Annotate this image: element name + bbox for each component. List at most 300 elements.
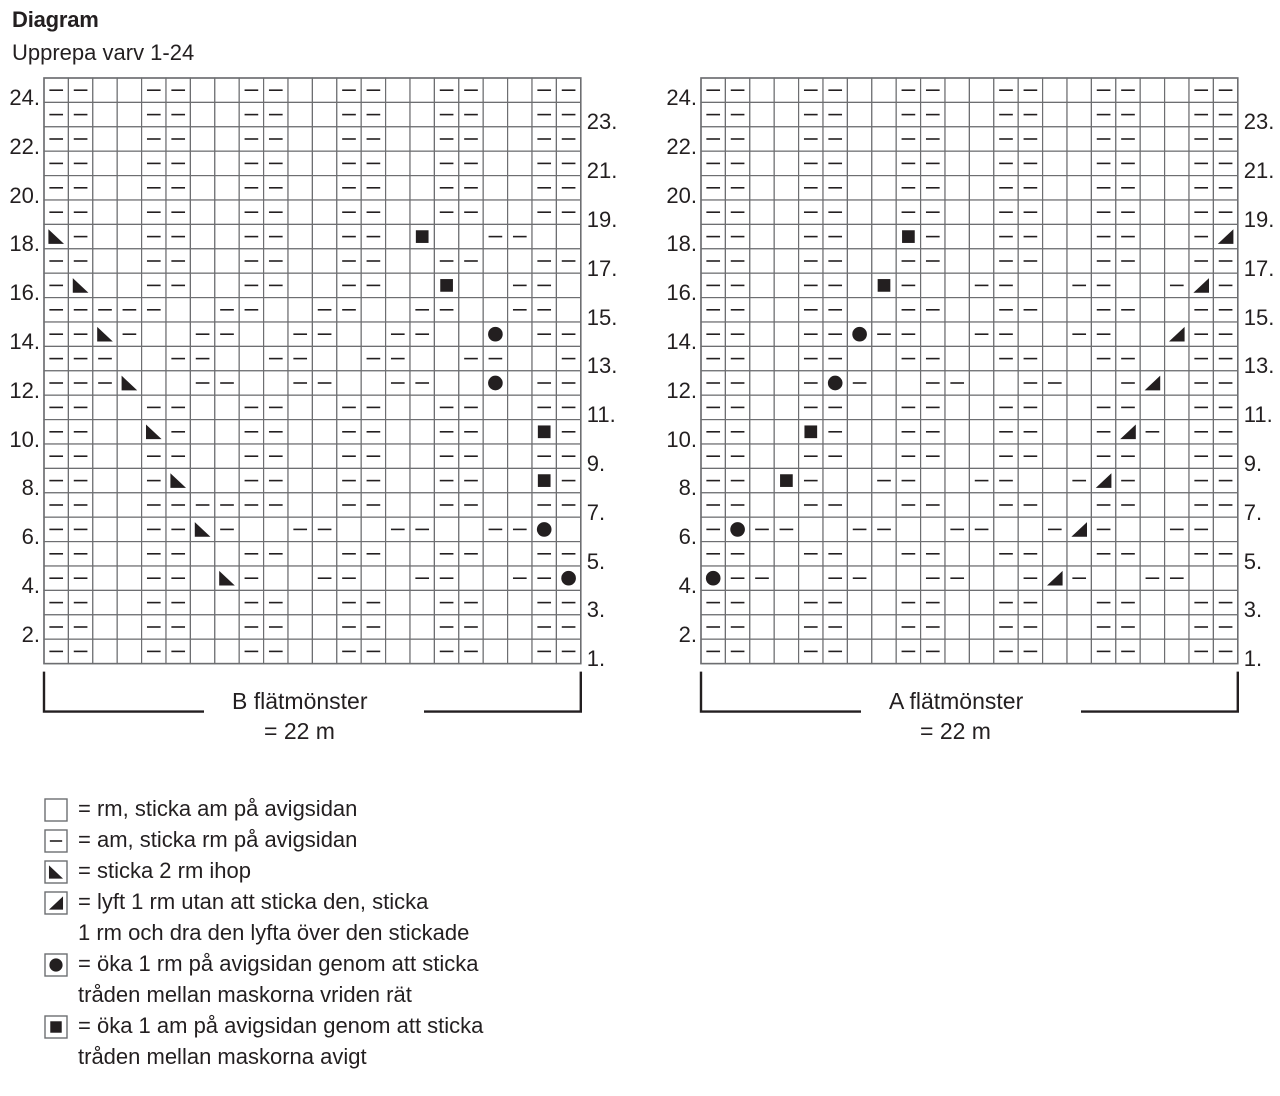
purl-cell	[1213, 273, 1237, 297]
knit-cell	[921, 517, 945, 541]
purl-cell	[994, 249, 1018, 273]
knit-cell	[969, 127, 993, 151]
knit-cell	[1140, 542, 1164, 566]
purl-cell	[1043, 371, 1067, 395]
purl-cell	[1189, 615, 1213, 639]
purl-cell	[799, 468, 823, 492]
knit-cell	[945, 590, 969, 614]
knit-cell	[774, 395, 798, 419]
page-subtitle: Upprepa varv 1-24	[12, 40, 195, 65]
purl-cell	[896, 322, 920, 346]
purl-cell	[725, 249, 749, 273]
knit-cell	[847, 395, 871, 419]
knit-cell	[1165, 590, 1189, 614]
knit-cell	[1140, 78, 1164, 102]
knit-cell	[1140, 322, 1164, 346]
purl-cell	[701, 371, 725, 395]
purl-cell	[823, 224, 847, 248]
purl-cell	[1091, 346, 1115, 370]
knit-cell	[774, 566, 798, 590]
knit-cell	[1067, 493, 1091, 517]
purl-cell	[1189, 493, 1213, 517]
purl-cell	[799, 346, 823, 370]
purl-cell	[725, 468, 749, 492]
purl-cell	[994, 444, 1018, 468]
knit-cell	[872, 151, 896, 175]
purl-cell	[725, 273, 749, 297]
purl-cell	[896, 468, 920, 492]
knit-cell	[1067, 127, 1091, 151]
purl-cell	[1140, 420, 1164, 444]
row-number-right: 5.	[1243, 548, 1263, 574]
purl-cell	[1189, 590, 1213, 614]
purl-cell	[1213, 420, 1237, 444]
knit-cell	[872, 78, 896, 102]
purl-cell	[799, 200, 823, 224]
row-number-left: 10.	[9, 426, 40, 452]
knit-cell	[872, 249, 896, 273]
legend-text: tråden mellan maskorna avigt	[78, 1044, 367, 1069]
knit-cell	[969, 200, 993, 224]
purl-cell	[799, 176, 823, 200]
knit-cell	[1067, 444, 1091, 468]
purl-cell	[896, 273, 920, 297]
knit-cell	[1213, 566, 1237, 590]
knit-cell	[750, 200, 774, 224]
purl-cell	[1213, 639, 1237, 663]
purl-cell	[921, 615, 945, 639]
purl-cell	[1018, 102, 1042, 126]
knit-cell	[1018, 468, 1042, 492]
purl-cell	[1116, 493, 1140, 517]
knit-cell	[969, 298, 993, 322]
purl-cell	[1091, 444, 1115, 468]
knit-cell	[921, 468, 945, 492]
purl-cell	[1213, 444, 1237, 468]
purl-cell	[896, 151, 920, 175]
purl-cell	[1018, 444, 1042, 468]
knit-cell	[872, 542, 896, 566]
row-number-right: 21.	[586, 158, 618, 184]
knit-cell	[774, 322, 798, 346]
purl-cell	[896, 444, 920, 468]
knit-cell	[750, 176, 774, 200]
chart-a-name: A flätmönster	[883, 688, 1029, 715]
knit-cell	[969, 566, 993, 590]
purl-cell	[1018, 493, 1042, 517]
knit-cell	[750, 249, 774, 273]
knit-cell	[750, 224, 774, 248]
purl-cell	[725, 176, 749, 200]
knit-cell	[872, 590, 896, 614]
knit-cell	[1067, 151, 1091, 175]
purl-cell	[896, 420, 920, 444]
purl-cell	[725, 493, 749, 517]
purl-cell	[1067, 566, 1091, 590]
knit-cell	[945, 273, 969, 297]
purl-cell	[1067, 322, 1091, 346]
purl-cell	[750, 566, 774, 590]
purl-cell	[921, 176, 945, 200]
purl-cell	[799, 273, 823, 297]
purl-cell	[701, 151, 725, 175]
knit-cell	[994, 371, 1018, 395]
row-number-left: 18.	[666, 231, 697, 257]
knit-cell	[945, 200, 969, 224]
purl-cell	[994, 127, 1018, 151]
purl-cell	[921, 102, 945, 126]
knit-cell	[872, 615, 896, 639]
knit-cell	[1165, 151, 1189, 175]
purl-cell	[823, 493, 847, 517]
purl-cell	[823, 200, 847, 224]
purl-cell	[1140, 566, 1164, 590]
purl-cell	[994, 298, 1018, 322]
purl-cell	[1116, 444, 1140, 468]
knit-cell	[945, 298, 969, 322]
knit-cell	[969, 102, 993, 126]
legend-text: = rm, sticka am på avigsidan	[78, 796, 358, 821]
row-number-left: 16.	[666, 280, 697, 306]
knit-cell	[872, 566, 896, 590]
purl-cell	[1189, 200, 1213, 224]
inc-purl-cell	[799, 420, 823, 444]
knit-cell	[847, 468, 871, 492]
row-number-right: 21.	[1243, 158, 1275, 184]
knit-cell	[1043, 322, 1067, 346]
knit-cell	[1140, 346, 1164, 370]
knit-cell	[1165, 346, 1189, 370]
row-number-right: 1.	[1243, 646, 1263, 672]
purl-cell	[1091, 639, 1115, 663]
purl-cell	[701, 468, 725, 492]
knit-cell	[774, 298, 798, 322]
chart-a-count: = 22 m	[920, 718, 991, 744]
legend-text: = öka 1 am på avigsidan genom att sticka	[78, 1013, 484, 1038]
knit-cell	[896, 566, 920, 590]
purl-cell	[1213, 102, 1237, 126]
purl-cell	[896, 395, 920, 419]
knit-cell	[1165, 249, 1189, 273]
row-number-right: 17.	[586, 255, 618, 281]
inc-knit-cell	[847, 322, 871, 346]
knit-cell	[1091, 566, 1115, 590]
row-number-left: 6.	[678, 524, 697, 550]
purl-cell	[701, 395, 725, 419]
knit-cell	[1165, 102, 1189, 126]
purl-cell	[701, 420, 725, 444]
knit-cell	[1043, 249, 1067, 273]
knit-cell	[969, 420, 993, 444]
knit-cell	[1067, 249, 1091, 273]
purl-cell	[750, 517, 774, 541]
purl-cell	[725, 639, 749, 663]
purl-cell	[1091, 176, 1115, 200]
purl-cell	[969, 517, 993, 541]
purl-cell	[1116, 249, 1140, 273]
row-number-right: 3.	[586, 597, 606, 623]
purl-cell	[896, 493, 920, 517]
purl-cell	[994, 639, 1018, 663]
knit-cell	[994, 566, 1018, 590]
purl-cell	[799, 322, 823, 346]
knit-cell	[1116, 273, 1140, 297]
purl-cell	[701, 590, 725, 614]
knit-cell	[945, 542, 969, 566]
purl-cell	[1091, 395, 1115, 419]
knit-cell	[847, 78, 871, 102]
purl-cell	[896, 127, 920, 151]
knit-cell	[1165, 78, 1189, 102]
purl-cell	[725, 127, 749, 151]
skpo-cell	[1165, 322, 1189, 346]
row-number-right: 5.	[586, 548, 606, 574]
purl-cell	[1116, 590, 1140, 614]
row-number-right: 3.	[1243, 597, 1263, 623]
purl-cell	[994, 468, 1018, 492]
purl-cell	[823, 102, 847, 126]
knit-cell	[969, 615, 993, 639]
knit-cell	[1165, 444, 1189, 468]
purl-cell	[994, 273, 1018, 297]
purl-cell	[1018, 127, 1042, 151]
purl-cell	[823, 420, 847, 444]
knit-cell	[945, 224, 969, 248]
knit-cell	[1140, 444, 1164, 468]
knit-cell	[872, 224, 896, 248]
purl-cell	[799, 102, 823, 126]
purl-cell	[823, 151, 847, 175]
purl-cell	[701, 444, 725, 468]
row-number-left: 6.	[21, 524, 40, 550]
purl-symbol-icon	[44, 829, 68, 853]
page-title: Diagram	[12, 7, 99, 32]
knit-cell	[1043, 78, 1067, 102]
purl-cell	[725, 371, 749, 395]
purl-cell	[1018, 298, 1042, 322]
purl-cell	[896, 639, 920, 663]
row-number-left: 18.	[9, 231, 40, 257]
purl-cell	[872, 322, 896, 346]
knit-cell	[1165, 200, 1189, 224]
purl-cell	[1189, 639, 1213, 663]
knit-cell	[872, 102, 896, 126]
row-number-right: 9.	[586, 451, 606, 476]
knit-cell	[1067, 298, 1091, 322]
knit-cell	[774, 249, 798, 273]
purl-cell	[823, 590, 847, 614]
purl-cell	[896, 542, 920, 566]
row-number-left: 16.	[9, 280, 40, 306]
purl-cell	[896, 102, 920, 126]
knit-cell	[969, 590, 993, 614]
purl-cell	[1213, 346, 1237, 370]
purl-cell	[1091, 298, 1115, 322]
knit-cell	[750, 468, 774, 492]
knit-cell	[872, 346, 896, 370]
purl-cell	[1189, 468, 1213, 492]
knit-cell	[921, 322, 945, 346]
row-number-left: 24.	[9, 85, 40, 110]
knit-cell	[799, 566, 823, 590]
knit-cell	[1043, 639, 1067, 663]
legend-text: = öka 1 rm på avigsidan genom att sticka	[78, 951, 479, 976]
purl-cell	[1116, 102, 1140, 126]
row-number-left: 22.	[9, 133, 40, 159]
row-number-right: 9.	[1243, 451, 1263, 476]
row-number-right: 23.	[586, 109, 618, 135]
knit-cell	[1140, 493, 1164, 517]
purl-cell	[1018, 200, 1042, 224]
knit-cell	[1043, 590, 1067, 614]
purl-cell	[921, 590, 945, 614]
purl-cell	[799, 298, 823, 322]
purl-cell	[994, 590, 1018, 614]
purl-cell	[701, 322, 725, 346]
legend-text: tråden mellan maskorna vriden rät	[78, 982, 412, 1007]
purl-cell	[1189, 322, 1213, 346]
purl-cell	[1091, 151, 1115, 175]
purl-cell	[994, 78, 1018, 102]
purl-cell	[701, 249, 725, 273]
knit-cell	[1067, 420, 1091, 444]
purl-cell	[945, 371, 969, 395]
purl-cell	[921, 542, 945, 566]
purl-cell	[823, 127, 847, 151]
purl-cell	[701, 127, 725, 151]
purl-cell	[701, 517, 725, 541]
knit-cell	[945, 493, 969, 517]
purl-cell	[1165, 517, 1189, 541]
purl-cell	[1116, 200, 1140, 224]
knit-cell	[1043, 102, 1067, 126]
knit-cell	[774, 615, 798, 639]
knit-cell	[847, 444, 871, 468]
knit-cell	[1140, 176, 1164, 200]
row-number-left: 12.	[666, 377, 697, 403]
row-number-left: 14.	[9, 329, 40, 354]
purl-cell	[823, 249, 847, 273]
purl-cell	[823, 346, 847, 370]
knit-cell	[1140, 151, 1164, 175]
row-number-left: 24.	[666, 85, 697, 110]
purl-cell	[1091, 224, 1115, 248]
knit-cell	[945, 102, 969, 126]
knit-cell	[872, 200, 896, 224]
knit-cell	[1140, 298, 1164, 322]
purl-cell	[1091, 127, 1115, 151]
purl-cell	[921, 346, 945, 370]
knit-cell	[823, 468, 847, 492]
row-number-left: 2.	[678, 621, 697, 647]
inc-knit-symbol-icon	[44, 953, 68, 977]
knit-cell	[750, 615, 774, 639]
legend-text: 1 rm och dra den lyfta över den stickade	[78, 920, 470, 945]
purl-cell	[1018, 590, 1042, 614]
skpo-symbol-icon	[44, 891, 68, 915]
purl-cell	[725, 346, 749, 370]
purl-cell	[799, 224, 823, 248]
knit-cell	[1165, 224, 1189, 248]
knit-cell	[1165, 395, 1189, 419]
purl-cell	[774, 517, 798, 541]
purl-cell	[725, 298, 749, 322]
knit-cell	[969, 542, 993, 566]
row-number-left: 12.	[9, 377, 40, 403]
knit-cell	[1116, 566, 1140, 590]
knit-cell	[774, 102, 798, 126]
purl-cell	[823, 322, 847, 346]
knit-cell	[1043, 298, 1067, 322]
purl-cell	[994, 102, 1018, 126]
purl-cell	[1213, 468, 1237, 492]
knit-cell	[847, 590, 871, 614]
knit-cell	[969, 176, 993, 200]
knit-cell	[969, 151, 993, 175]
skpo-cell	[1116, 420, 1140, 444]
knit-cell	[1067, 200, 1091, 224]
purl-cell	[701, 639, 725, 663]
knit-cell	[1067, 639, 1091, 663]
purl-cell	[921, 371, 945, 395]
purl-cell	[701, 176, 725, 200]
knit-cell	[750, 151, 774, 175]
purl-cell	[1213, 542, 1237, 566]
purl-cell	[1018, 249, 1042, 273]
purl-cell	[896, 78, 920, 102]
knit-cell	[969, 493, 993, 517]
purl-cell	[1091, 78, 1115, 102]
knit-cell	[1043, 542, 1067, 566]
knit-cell	[750, 420, 774, 444]
purl-cell	[1091, 420, 1115, 444]
knit-cell	[1140, 127, 1164, 151]
knit-cell	[1165, 127, 1189, 151]
knit-cell	[1067, 102, 1091, 126]
row-number-left: 20.	[666, 182, 697, 208]
knit-cell	[774, 78, 798, 102]
knit-cell	[1043, 200, 1067, 224]
knit-cell	[1067, 224, 1091, 248]
knit-cell	[872, 493, 896, 517]
purl-cell	[799, 639, 823, 663]
chart-b-count: = 22 m	[264, 718, 335, 744]
skpo-cell	[1189, 273, 1213, 297]
purl-cell	[823, 542, 847, 566]
knit-cell	[1067, 615, 1091, 639]
purl-cell	[799, 615, 823, 639]
k2tog-symbol-icon	[44, 860, 68, 884]
purl-cell	[799, 151, 823, 175]
purl-cell	[921, 249, 945, 273]
legend-text: = am, sticka rm på avigsidan	[78, 827, 358, 852]
knit-cell	[774, 371, 798, 395]
inc-purl-cell	[872, 273, 896, 297]
knit-cell	[945, 615, 969, 639]
purl-cell	[799, 493, 823, 517]
knit-cell	[1043, 176, 1067, 200]
knit-cell	[774, 420, 798, 444]
knit-cell	[969, 444, 993, 468]
knit-cell	[896, 371, 920, 395]
purl-cell	[1116, 151, 1140, 175]
purl-cell	[1116, 176, 1140, 200]
knit-cell	[1165, 639, 1189, 663]
purl-cell	[921, 298, 945, 322]
knit-cell	[872, 298, 896, 322]
knit-symbol-icon	[44, 798, 68, 822]
knit-cell	[945, 468, 969, 492]
